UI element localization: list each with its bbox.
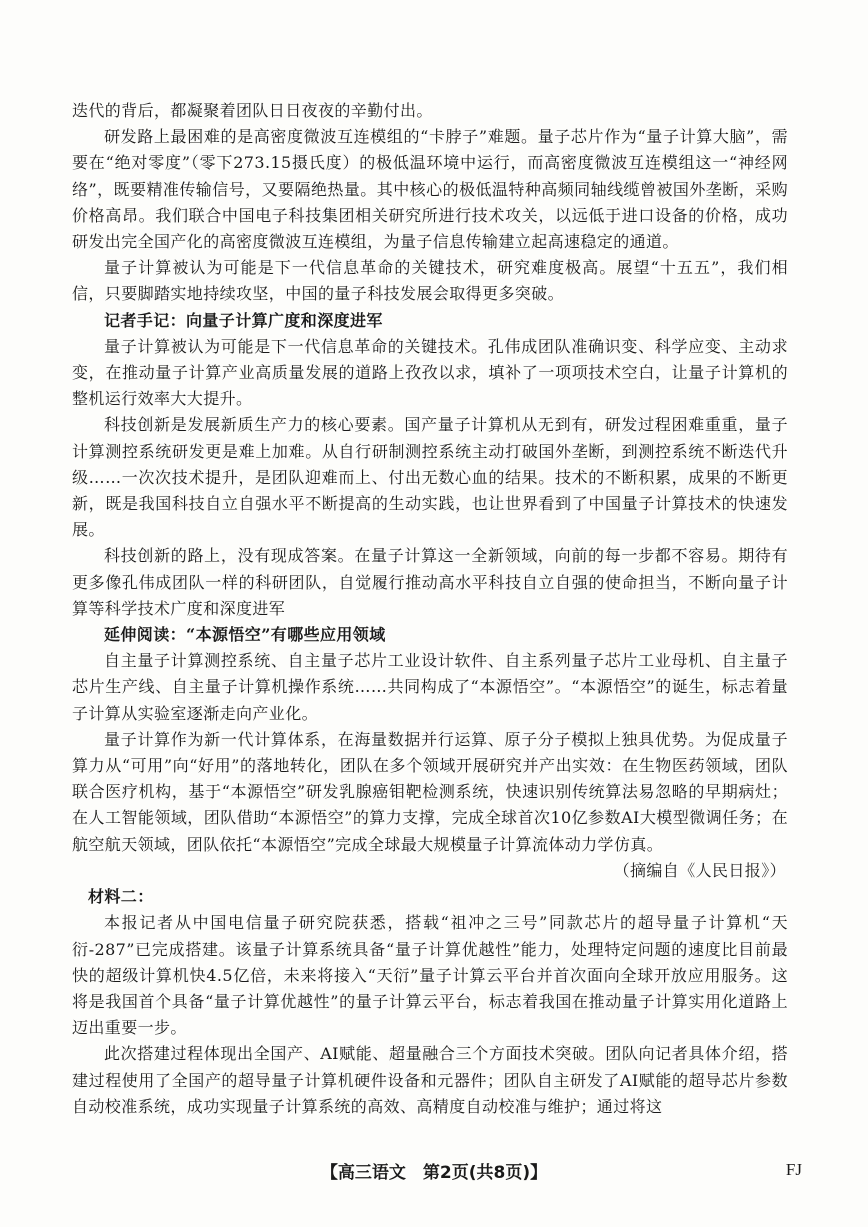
paragraph: 此次搭建过程体现出全国产、AI赋能、超量融合三个方面技术突破。团队向记者具体介绍，搭建过程使用了全国产的超导量子计算机硬件设备和元器件；团队自主研发了AI赋能的超导芯片参数自动校准系统，成功实现量子计算系统的高效、高精度自动校准与维护；通过将这: [72, 1044, 788, 1116]
section-heading-reporter-notes: 记者手记：向量子计算广度和深度进军: [104, 310, 383, 330]
paragraph-continuation: 迭代的背后，都凝聚着团队日日夜夜的辛勤付出。: [72, 101, 433, 120]
paragraph: 自主量子计算测控系统、自主量子芯片工业设计软件、自主系列量子芯片工业母机、自主量子芯片生产线、自主量子计算机操作系统……共同构成了“本源悟空”。“本源悟空”的诞生，标志着量子计算从实验室逐渐走向产业化。: [72, 651, 788, 723]
paragraph: 量子计算被认为可能是下一代信息革命的关键技术，研究难度极高。展望“十五五”，我们相信，只要脚踏实地持续攻坚，中国的量子科技发展会取得更多突破。: [72, 258, 788, 304]
source-citation: （摘编自《人民日报》）: [613, 860, 786, 880]
paragraph: 本报记者从中国电信量子研究院获悉，搭载“祖冲之三号”同款芯片的超导量子计算机“天衍-287”已完成搭建。该量子计算系统具备“量子计算优越性”能力，处理特定问题的速度比目前最快的超级计算机快4.5亿倍，未来将接入“天衍”量子计算云平台并首次面向全球开放应用服务。这将是我国首个具备“量子计算优越性”的量子计算云平台，标志着我国在推动量子计算实用化道路上迈出重要一步。: [72, 913, 788, 1038]
material-two-heading: 材料二：: [88, 887, 154, 907]
paragraph: 研发路上最困难的是高密度微波互连模组的“卡脖子”难题。量子芯片作为“量子计算大脑”，需要在“绝对零度”（零下273.15摄氏度）的极低温环境中运行，而高密度微波互连模组这一“神经网络”，既要精准传输信号，又要隔绝热量。其中核心的极低温特种高频同轴线缆曾被国外垄断，采购价格高昂。我们联合中国电子科技集团相关研究所进行技术攻关，以远低于进口设备的价格，成功研发出完全国产化的高密度微波互连模组，为量子信息传输建立起高速稳定的通道。: [72, 127, 788, 252]
paragraph: 量子计算作为新一代计算体系，在海量数据并行运算、原子分子模拟上独具优势。为促成量子算力从“可用”向“好用”的落地转化，团队在多个领域开展研究并产出实效：在生物医药领域，团队联合医疗机构，基于“本源悟空”研发乳腺癌钼靶检测系统，快速识别传统算法易忽略的早期病灶；在人工智能领域，团队借助“本源悟空”的算力支撑，完成全球首次10亿参数AI大模型微调任务；在航空航天领域，团队依托“本源悟空”完成全球最大规模量子计算流体动力学仿真。: [72, 729, 788, 854]
page-footer: 【高三语文 第2页(共8页)】: [320, 1163, 548, 1183]
footer-code: FJ: [785, 1160, 802, 1179]
paragraph: 科技创新的路上，没有现成答案。在量子计算这一全新领域，向前的每一步都不容易。期待有更多像孔伟成团队一样的科研团队，自觉履行推动高水平科技自立自强的使命担当，不断向量子计算等科学技术广度和深度进军: [72, 546, 788, 618]
paragraph: 量子计算被认为可能是下一代信息革命的关键技术。孔伟成团队准确识变、科学应变、主动求变，在推动量子计算产业高质量发展的道路上孜孜以求，填补了一项项技术空白，让量子计算机的整机运行效率大大提升。: [72, 336, 788, 409]
paragraph: 科技创新是发展新质生产力的核心要素。国产量子计算机从无到有，研发过程困难重重，量子计算测控系统研发更是难上加难。从自行研制测控系统主动打破国外垄断，到测控系统不断迭代升级……一次次技术提升，是团队迎难而上、付出无数心血的结果。技术的不断积累，成果的不断更新，既是我国科技自立自强水平不断提高的生动实践，也让世界看到了中国量子计算技术的快速发展。: [72, 415, 788, 540]
section-heading-extended-reading: 延伸阅读：“本源悟空”有哪些应用领域: [104, 625, 386, 645]
document-body: [72, 98, 788, 1120]
